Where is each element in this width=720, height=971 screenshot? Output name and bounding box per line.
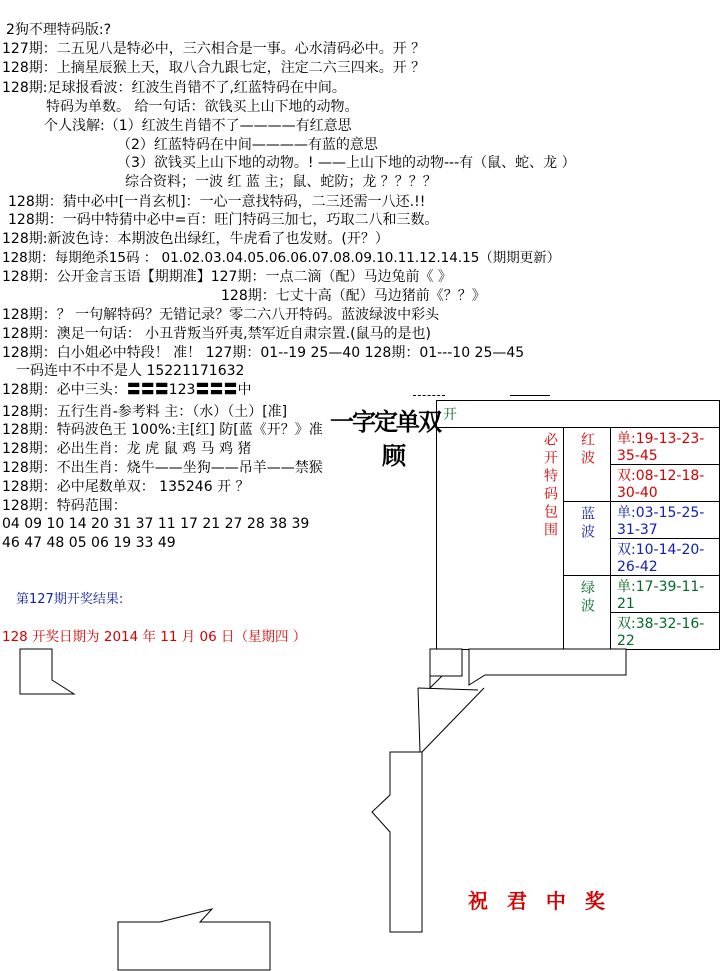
text-line: 128期：每期绝杀15码 ： 01.02.03.04.05.06.06.07.08.09.10.11.12.14.15（期期更新）: [2, 250, 561, 266]
text-line: 特码为单数。 给一句话：欲钱买上山下地的动物。: [46, 99, 359, 115]
text-line: （2）红蓝特码在中间————有蓝的意思: [117, 137, 378, 153]
wave-label-red: 红波: [564, 428, 611, 502]
text-line: 128期：特码波色王 100%:主[红] 防[蓝《开？》准: [2, 422, 323, 438]
even-row-blue: 双:10-14-20-26-42: [611, 539, 720, 576]
text-line: 128期:新波色诗：本期波色出绿红，牛虎看了也发财。(开？）: [2, 231, 389, 247]
result-title: 第127期开奖结果:: [16, 592, 124, 607]
odd-row-blue: 单:03-15-25-31-37: [611, 502, 720, 539]
text-line: 128期：特码范围：: [2, 498, 127, 514]
blessing-text: 祝 君 中 奖: [468, 889, 611, 913]
range-numbers-1: 04 09 10 14 20 31 37 11 17 21 27 28 38 39: [2, 516, 310, 532]
text-line: 128期：猜中必中[一肖玄机]：一心一意找特码，二三还需一八还.!!: [8, 194, 426, 210]
text-line: 128期：必出生肖：龙 虎 鼠 鸡 马 鸡 猪: [2, 441, 252, 457]
callout-box-small: [430, 649, 462, 688]
callout-pillar: [372, 752, 422, 932]
range-numbers-2: 46 47 48 05 06 19 33 49: [2, 535, 176, 551]
odd-row-red: 单:19-13-23-35-45: [611, 428, 720, 465]
text-line: 一码连中不中不是人 15221171632: [16, 363, 245, 379]
wave-label-blue: 蓝波: [564, 502, 611, 576]
text-line: 个人浅解:（1）红波生肖错不了————有红意思: [44, 118, 352, 134]
text-line: 128期：？ 一句解特码？无错记录？零二六八开特码。蓝波绿波中彩头: [2, 307, 440, 323]
text-line: 128期：白小姐必中特段！ 准！ 127期：01--19 25—40 128期：01---10 25—45: [2, 345, 525, 361]
even-row-red: 双:08-12-18-30-40: [611, 465, 720, 502]
text-line: 128期：七丈十高（配）马边猪前《？？》: [221, 288, 486, 304]
text-line: 128期：一码中特猜中必中=百：旺门特码三加七，巧取二八和三数。: [8, 212, 439, 228]
text-line: 128期：公开金言玉语【期期准】127期：一点二滴（配）马边兔前《 》: [2, 269, 452, 285]
draw-date: 128 开奖日期为 2014 年 11 月 06 日（星期四 ）: [2, 629, 307, 645]
text-line: （3）欲钱买上山下地的动物。! ——上山下地的动物---有（鼠、蛇、龙 ）: [117, 155, 576, 171]
header-line: 2狗不理特码版:?: [6, 22, 112, 38]
odd-row-green: 单:17-39-11-21: [611, 576, 720, 613]
wave-label-green: 绿波: [564, 576, 611, 650]
even-row-green: 双:38-32-16-22: [611, 613, 720, 650]
callout-box-wide: [469, 649, 626, 685]
text-line: 128期：澳足一句话： 小丑背叛当歼夷,禁军近自肃宗置.(鼠马的是也): [2, 326, 431, 342]
big-title: 一字定单双: [330, 407, 440, 436]
text-line: 综合资料；一波 红 蓝 主；鼠、蛇防；龙 ？？？？: [125, 174, 437, 190]
callout-box-left: [20, 649, 74, 694]
callout-box-bottom: [118, 909, 270, 970]
open-cell: 开: [437, 401, 720, 428]
big-title-2: 顾: [382, 441, 404, 470]
text-line: 128期：五行生肖-参考料 主：（水）（土）[准]: [2, 404, 288, 420]
box-label: 必开特码包围: [437, 428, 564, 650]
text-line: 127期：二五见八是特必中，三六相合是一事。心水清码必中。开 ？: [2, 41, 426, 57]
text-line: 128期：必中尾数单双： 135246 开 ？: [2, 479, 250, 495]
text-line: 128期:足球报看波：红波生肖错不了,红蓝特码在中间。: [2, 80, 346, 96]
text-line: 128期：不出生肖：烧牛——坐狗——吊羊——禁猴: [2, 460, 323, 476]
text-line: 128期：上摘星辰猴上天，取八合九跟七定，注定二六三四来。开 ？: [2, 60, 426, 76]
text-line: 128期：必中三头：〓〓〓123〓〓〓中: [2, 382, 252, 398]
